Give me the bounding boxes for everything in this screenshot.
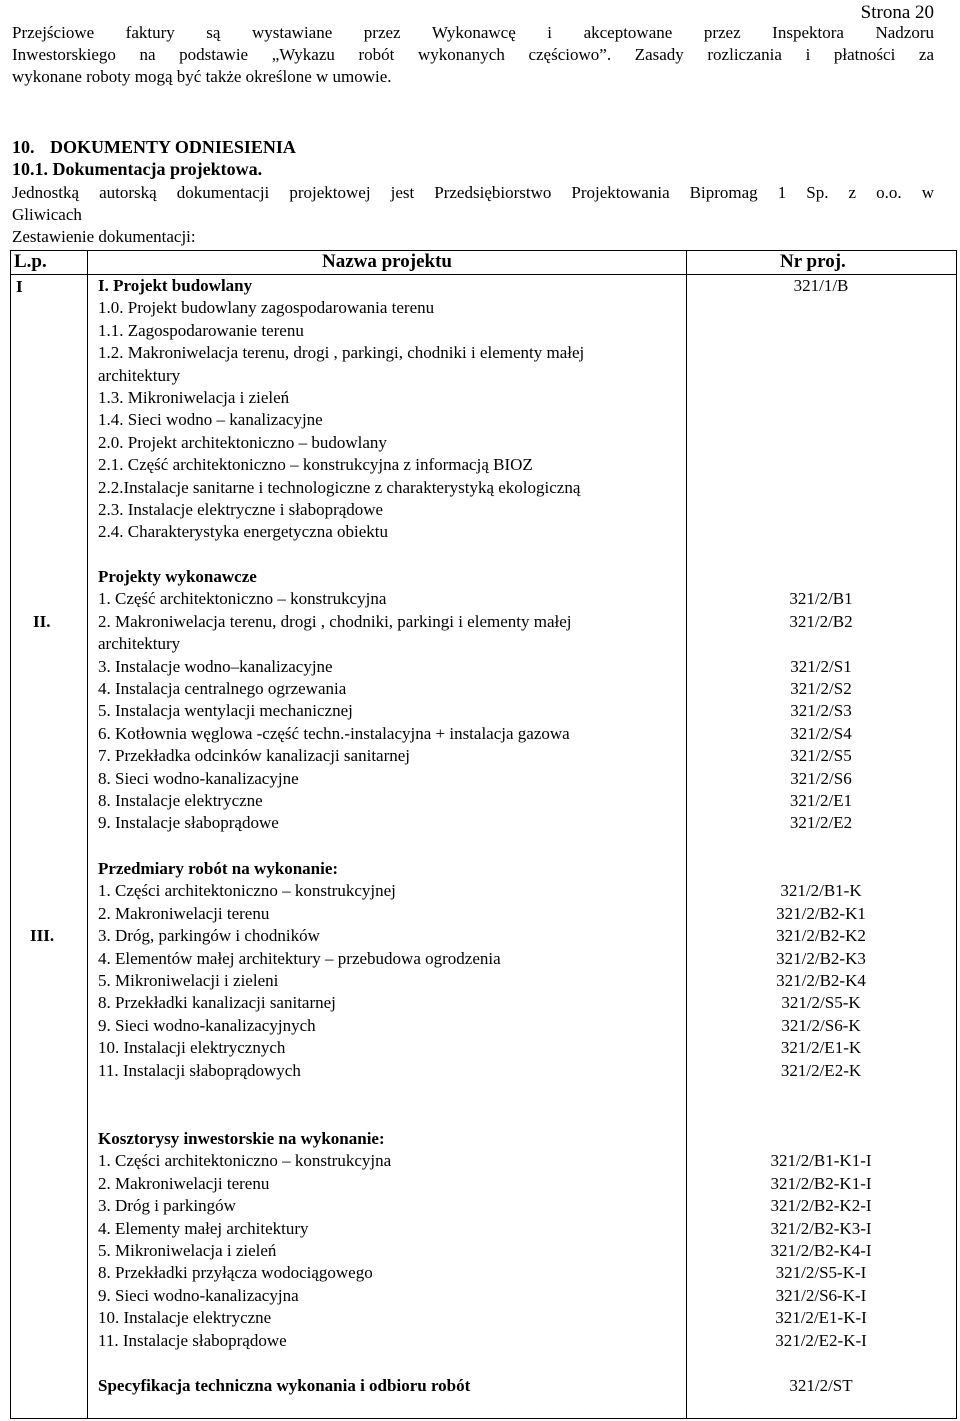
project-number: 321/2/S5-K-I: [775, 1263, 867, 1283]
intro-line-1: Przejściowe faktury są wystawiane przez Wykonawcę i akceptowane przez Inspektora Nadzoru: [12, 23, 934, 42]
table-row: 11. Instalacji słaboprądowych: [98, 1060, 301, 1080]
table-row: 1. Część architektoniczno – konstrukcyjna: [98, 589, 387, 609]
list-item: 1.0. Projekt budowlany zagospodarowania terenu: [98, 298, 435, 318]
table-row: 11. Instalacje słaboprądowe: [98, 1330, 287, 1350]
project-number: 321/2/B1-K1-I: [770, 1151, 872, 1171]
project-number: 321/2/B2-K4-I: [770, 1240, 872, 1260]
table-row: 9. Instalacje słaboprądowe: [98, 813, 279, 833]
project-number: 321/2/B2: [789, 611, 853, 631]
project-number: 321/2/E1-K-I: [775, 1308, 867, 1328]
authorship-paragraph: [12, 182, 934, 226]
authorship-line-1: Jednostką autorską dokumentacji projektowej jest Przedsiębiorstwo Projektowania Bipromag 1 Sp. z o.o. w: [12, 183, 934, 202]
table-row: 9. Sieci wodno-kanalizacyjnych: [98, 1015, 316, 1035]
table-row: 4. Instalacja centralnego ogrzewania: [98, 678, 347, 698]
section-title: DOKUMENTY ODNIESIENIA: [50, 137, 296, 157]
list-item: 1.4. Sieci wodno – kanalizacyjne: [98, 410, 323, 430]
table-row: 2. Makroniwelacji terenu: [98, 1173, 270, 1193]
project-number: 321/2/S3: [790, 701, 852, 721]
table-row: 2. Makroniwelacja terenu, drogi , chodniki, parkingi i elementy małej: [98, 611, 572, 631]
list-item: 2.1. Część architektoniczno – konstrukcyjna z informacją BIOZ: [98, 455, 533, 475]
table-row: 8. Instalacje elektryczne: [98, 790, 263, 810]
table-row: 5. Mikroniwelacji i zieleni: [98, 970, 279, 990]
project-number: 321/2/E2-K-I: [775, 1330, 867, 1350]
table-row: 10. Instalacji elektrycznych: [98, 1038, 286, 1058]
project-number: 321/2/B2-K4: [776, 970, 866, 990]
project-number: 321/2/B2-K3-I: [770, 1218, 872, 1238]
table-row: 10. Instalacje elektryczne: [98, 1308, 272, 1328]
section-heading: [12, 136, 296, 158]
group3-lp: III.: [30, 926, 55, 945]
project-number: 321/2/B2-K2-I: [770, 1196, 872, 1216]
table-row: 9. Sieci wodno-kanalizacyjna: [98, 1285, 299, 1305]
project-number: 321/2/B2-K1-I: [770, 1173, 872, 1193]
spec-title: Specyfikacja techniczna wykonania i odbioru robót: [98, 1376, 471, 1395]
table-row: 1. Części architektoniczno – konstrukcyjnej: [98, 881, 396, 901]
table-row: 4. Elementów małej architektury – przebudowa ogrodzenia: [98, 948, 501, 968]
table-row: 8. Sieci wodno-kanalizacyjne: [98, 768, 299, 788]
project-number: 321/2/B2-K1: [776, 903, 866, 923]
list-item: 2.0. Projekt architektoniczno – budowlany: [98, 432, 387, 452]
table-row: 2. Makroniwelacji terenu: [98, 903, 270, 923]
list-item: 1.2. Makroniwelacja terenu, drogi , parkingi, chodniki i elementy małej: [98, 343, 585, 363]
table-row: 3. Dróg, parkingów i chodników: [98, 926, 320, 946]
authorship-line-2: Gliwicach: [12, 205, 82, 224]
subsection-heading: 10.1. Dokumentacja projektowa.: [12, 159, 263, 179]
table-row: 8. Przekładki przyłącza wodociągowego: [98, 1263, 373, 1283]
project-number: 321/2/S6: [790, 768, 852, 788]
project-number: [690, 633, 952, 655]
project-number: 321/2/E1-K: [780, 1038, 862, 1058]
group3-title: Przedmiary robót na wykonanie:: [98, 859, 339, 878]
project-number: 321/2/B2-K3: [776, 948, 866, 968]
table-border-bottom: [10, 1418, 956, 1419]
table-border-col1: [87, 250, 88, 1419]
intro-paragraph: [12, 22, 934, 88]
table-row: 5. Mikroniwelacja i zieleń: [98, 1240, 277, 1260]
list-item: 2.4. Charakterystyka energetyczna obiektu: [98, 522, 388, 542]
project-number: 321/2/S5: [790, 746, 852, 766]
intro-line-3: wykonane roboty mogą być także określone w umowie.: [12, 67, 392, 86]
project-number: 321/2/S5-K: [781, 993, 861, 1013]
list-label: Zestawienie dokumentacji:: [12, 227, 196, 246]
table-row: architektury: [98, 634, 181, 654]
group2-lp: II.: [33, 612, 51, 631]
table-row: 3. Instalacje wodno–kanalizacyjne: [98, 656, 333, 676]
project-number: 321/2/B2-K2: [776, 926, 866, 946]
intro-line-2: Inwestorskiego na podstawie „Wykazu robót wykonanych częściowo”. Zasady rozliczania i płatności za: [12, 45, 934, 64]
project-number: 321/2/B1-K: [780, 881, 862, 901]
spec-nr: [690, 1375, 952, 1397]
project-number: 321/2/S6-K: [781, 1015, 861, 1035]
list-item: 2.3. Instalacje elektryczne i słaboprądowe: [98, 499, 384, 519]
header-nr: Nr proj.: [780, 251, 846, 272]
group3-block: [98, 858, 501, 1082]
group1-title: I. Projekt budowlany: [98, 276, 253, 295]
project-number: 321/1/B: [793, 276, 849, 295]
project-number: 321/2/S1: [790, 656, 852, 676]
project-number: 321/2/S2: [790, 678, 852, 698]
table-row: 5. Instalacja wentylacji mechanicznej: [98, 701, 353, 721]
project-number: 321/2/B1: [789, 589, 853, 609]
group2-title: Projekty wykonawcze: [98, 567, 257, 586]
page-number: Strona 20: [860, 2, 934, 23]
list-item: 1.1. Zagospodarowanie terenu: [98, 320, 304, 340]
group1-nr: [690, 275, 952, 297]
list-item: architektury: [98, 365, 181, 385]
table-row: 6. Kotłownia węglowa -część techn.-instalacyjna + instalacja gazowa: [98, 723, 570, 743]
project-number: 321/2/E2-K: [780, 1060, 862, 1080]
project-number: 321/2/E1: [789, 790, 853, 810]
table-border-right: [956, 250, 957, 1419]
spec-row: [98, 1375, 470, 1397]
list-item: 1.3. Mikroniwelacja i zieleń: [98, 387, 290, 407]
table-border-left: [10, 250, 11, 1419]
group2-block: [98, 566, 572, 835]
header-lp: L.p.: [14, 251, 47, 272]
table-border-col2: [686, 250, 687, 1419]
project-number: 321/2/S4: [790, 723, 852, 743]
table-row: 8. Przekładki kanalizacji sanitarnej: [98, 993, 336, 1013]
project-number: 321/2/E2: [789, 813, 853, 833]
group4-block: [98, 1128, 391, 1352]
group3-nr: [690, 858, 952, 1082]
group2-nr: [690, 566, 952, 835]
group1-lp: I: [16, 277, 23, 296]
table-row: 7. Przekładka odcinków kanalizacji sanitarnej: [98, 746, 411, 766]
project-number: 321/2/ST: [789, 1376, 853, 1395]
group4-title: Kosztorysy inwestorskie na wykonanie:: [98, 1129, 385, 1148]
group1-block: [98, 275, 584, 544]
table-row: 1. Części architektoniczno – konstrukcyjna: [98, 1151, 392, 1171]
table-row: 4. Elementy małej architektury: [98, 1218, 309, 1238]
project-number: 321/2/S6-K-I: [775, 1285, 867, 1305]
header-name: Nazwa projektu: [321, 251, 452, 272]
group4-nr: [690, 1128, 952, 1352]
section-number: 10.: [12, 137, 35, 157]
list-item: 2.2.Instalacje sanitarne i technologiczne z charakterystyką ekologiczną: [98, 477, 581, 497]
table-row: 3. Dróg i parkingów: [98, 1196, 236, 1216]
